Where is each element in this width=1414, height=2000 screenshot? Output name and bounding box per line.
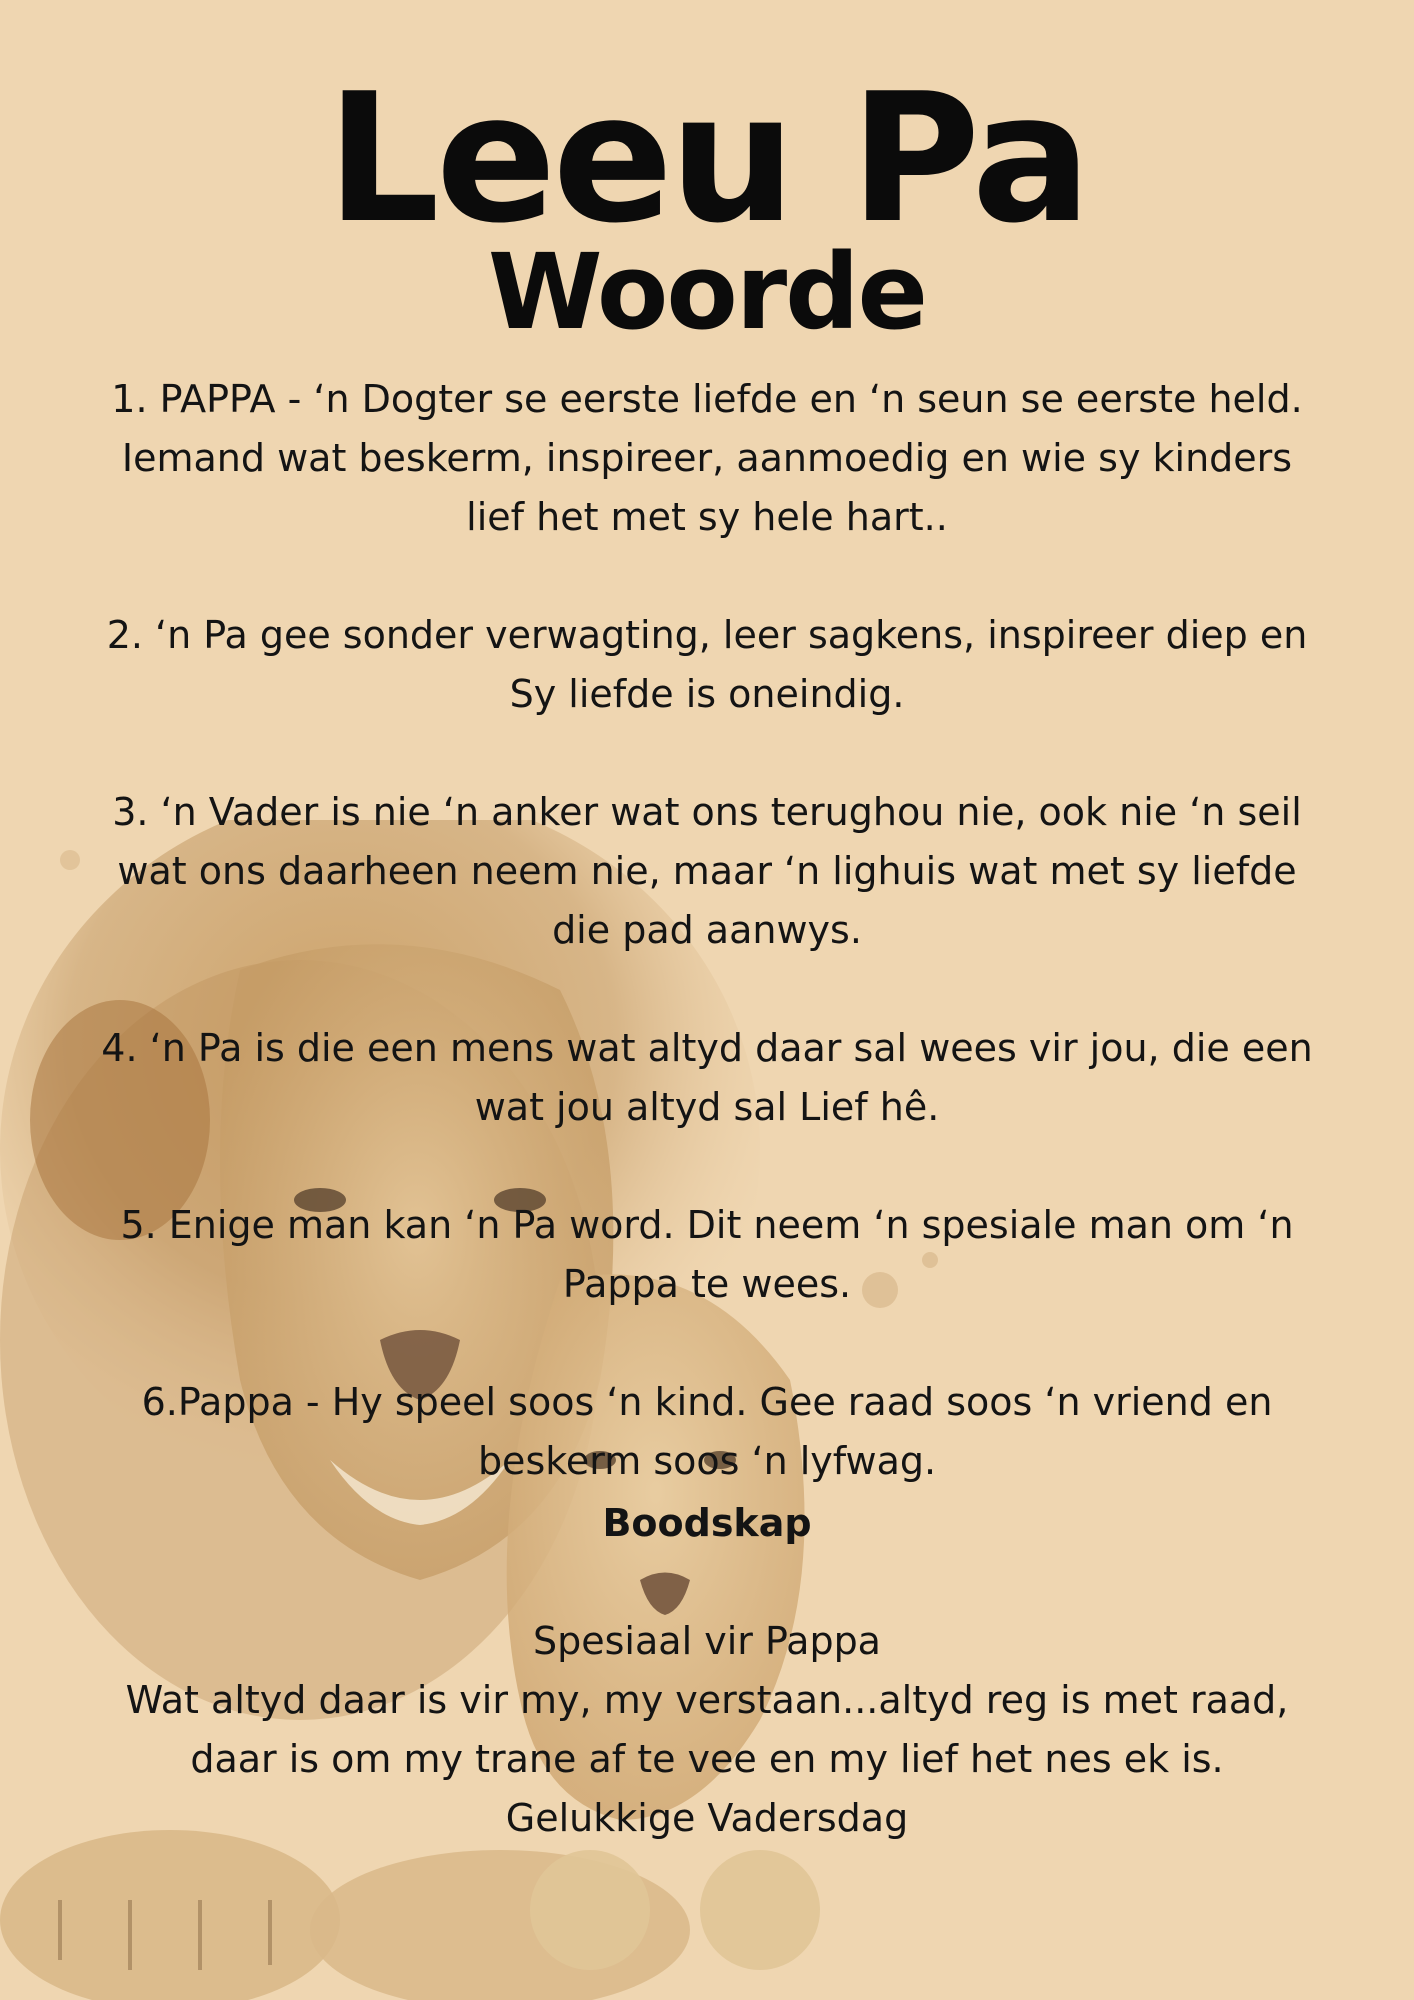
page-title: Leeu Pa	[326, 55, 1088, 262]
message-block	[90, 1494, 1324, 1848]
message-closing: Gelukkige Vadersdag	[505, 1796, 909, 1840]
quote-list	[90, 370, 1324, 1491]
quote-item: 6.Pappa - Hy speel soos ‘n kind. Gee raad soos ‘n vriend en beskerm soos ‘n lyfwag.	[141, 1380, 1273, 1483]
message-body: Wat altyd daar is vir my, my verstaan...altyd reg is met raad, daar is om my trane af te vee en my lief het nes ek is.	[125, 1678, 1289, 1781]
quote-item: 3. ‘n Vader is nie ‘n anker wat ons terughou nie, ook nie ‘n seil wat ons daarheen neem nie, maar ‘n lighuis wat met sy liefde die pad aanwys.	[112, 790, 1302, 952]
quote-item: 4. ‘n Pa is die een mens wat altyd daar sal wees vir jou, die een wat jou altyd sal Lief hê.	[101, 1026, 1313, 1129]
message-heading: Boodskap	[602, 1501, 812, 1545]
page-subtitle: Woorde	[487, 231, 927, 353]
quote-item: 2. ‘n Pa gee sonder verwagting, leer sagkens, inspireer diep en Sy liefde is oneindig.	[106, 613, 1308, 716]
quote-item: 5. Enige man kan ‘n Pa word. Dit neem ‘n spesiale man om ‘n Pappa te wees.	[120, 1203, 1294, 1306]
message-greeting: Spesiaal vir Pappa	[533, 1619, 881, 1663]
quote-item: 1. PAPPA - ‘n Dogter se eerste liefde en ‘n seun se eerste held. Iemand wat beskerm, inspireer, aanmoedig en wie sy kinders lief het met sy hele hart..	[111, 377, 1303, 539]
